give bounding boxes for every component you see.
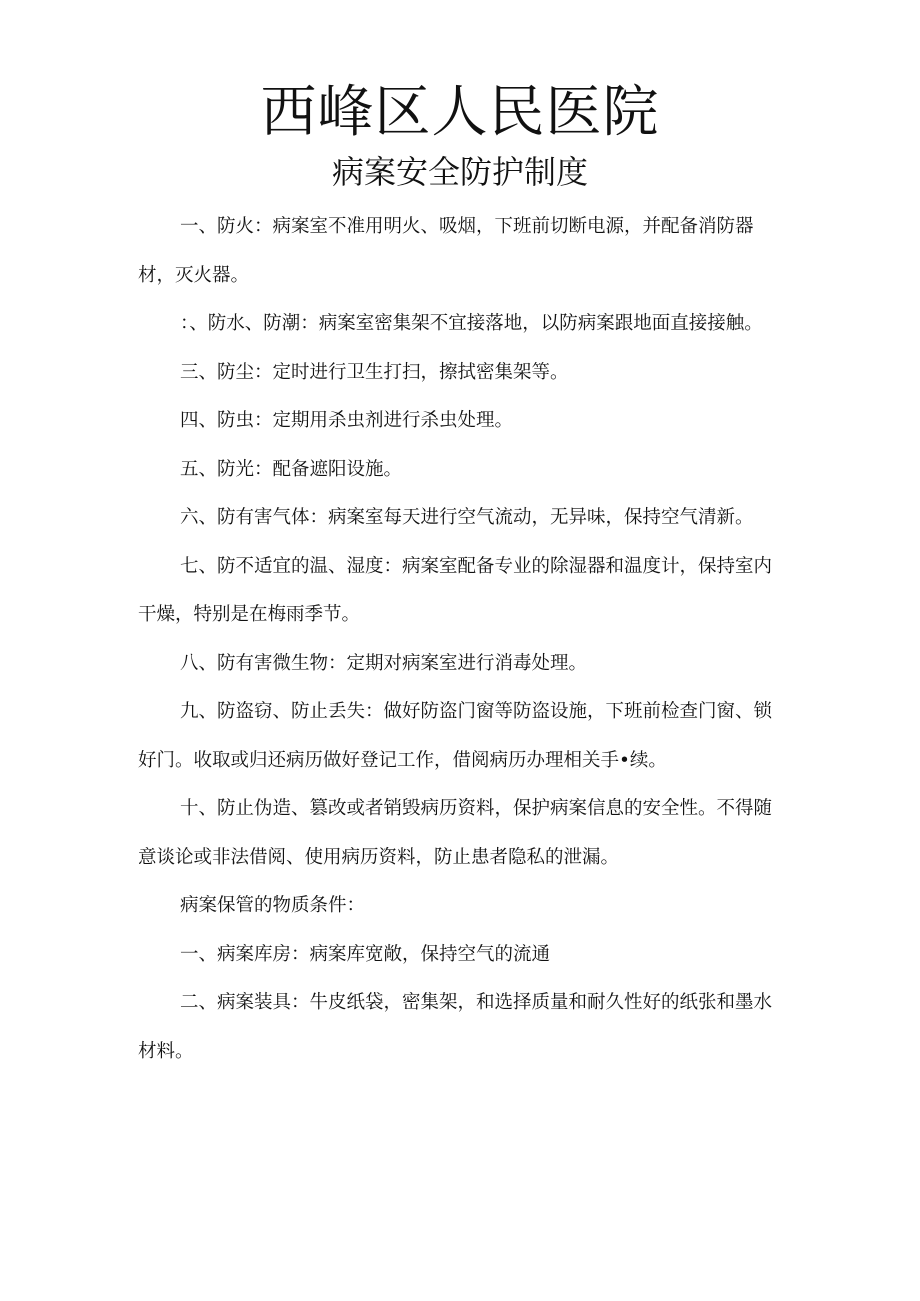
hospital-title: 西峰区人民医院	[260, 80, 660, 145]
paragraph-water-moisture: ：、防水、防潮：病案室密集架不宜接落地，以防病案跟地面直接接触。	[180, 313, 763, 334]
paragraph-forgery: 十、防止伪造、篡改或者销毁病历资料，保护病案信息的安全性。不得随意谈论或非法借阅、使用病历资料，防止患者隐私的泄漏。	[138, 798, 773, 868]
paragraph-storage-room: 一、病案库房：病案库宽敞，保持空气的流通	[180, 943, 551, 965]
paragraph-dust: 三、防尘：定时进行卫生打扫，擦拭密集架等。	[180, 361, 569, 383]
paragraph-light: 五、防光：配备遮阳设施。	[180, 458, 403, 480]
policy-subtitle: 病案安全防护制度	[331, 153, 588, 191]
paragraph-insects: 四、防虫：定期用杀虫剂进行杀虫处理。	[180, 410, 514, 431]
paragraph-storage-equipment: 二、病案装具：牛皮纸袋，密集架，和选择质量和耐久性好的纸张和墨水材料。	[138, 992, 773, 1062]
paragraph-harmful-gas: 六、防有害气体：病案室每天进行空气流动，无异味，保持空气清新。	[180, 507, 754, 528]
policy-body	[138, 203, 784, 1076]
paragraph-theft: 九、防盗窃、防止丢失：做好防盗门窗等防盗设施，下班前检查门窗、锁好门。收取或归还病历做好登记工作，借阅病历办理相关手•续。	[138, 701, 773, 771]
paragraph-fire: 一、防火：病案室不准用明火、吸烟，下班前切断电源，并配备消防器材，灭火器。	[138, 216, 754, 286]
paragraph-temperature-humidity: 七、防不适宜的温、湿度：病案室配备专业的除湿器和温度计，保持室内干燥，特别是在梅雨季节。	[138, 555, 773, 625]
section-heading-storage-conditions: 病案保管的物质条件：	[180, 895, 366, 916]
paragraph-microorganisms: 八、防有害微生物：定期对病案室进行消毒处理。	[180, 652, 588, 674]
